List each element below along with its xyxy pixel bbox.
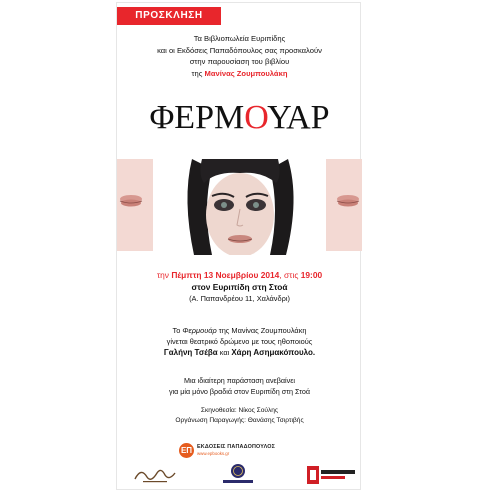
description-line-2: γίνεται θεατρικό δρώμενο με τους ηθοποιούς	[166, 337, 313, 346]
partner-logos	[117, 463, 362, 487]
description-line-1	[117, 325, 362, 336]
publisher-logo	[179, 443, 309, 459]
event-address: (Α. Παπανδρέου 11, Χαλάνδρι)	[189, 294, 290, 303]
book-title-part-1: ΦΕΡΜ	[149, 99, 245, 136]
intro-line-1: Τα Βιβλιοπωλεία Ευριπίδης	[193, 34, 286, 43]
book-title	[117, 99, 362, 137]
event-at: , στις	[279, 270, 301, 280]
intro-line-2: και οι Εκδόσεις Παπαδόπουλος σας προσκαλούν	[157, 45, 322, 55]
intro-line-4-prefix: της	[191, 68, 205, 78]
event-details	[117, 269, 362, 305]
show-line-2: για μία μόνο βραδιά στον Ευριπίδη στη Στοά	[168, 387, 311, 396]
left-lips-image	[117, 159, 153, 251]
actor-1: Γαλήνη Τσέβα	[163, 348, 218, 357]
event-venue	[117, 281, 362, 293]
actor-2: Χάρη Ασημακόπουλο.	[231, 348, 316, 357]
book-title-part-2: ΥΑΡ	[267, 99, 330, 136]
event-description	[117, 325, 362, 358]
actors-and: και	[217, 348, 232, 357]
publisher-logo-mark: ΕΠ	[179, 443, 194, 458]
invitation-card	[116, 2, 361, 490]
cover-images	[117, 159, 362, 255]
description-prefix: Το	[172, 326, 183, 335]
description-suffix: της Μανίνας Ζουμπουλάκη	[216, 326, 307, 335]
event-date-line	[117, 269, 362, 281]
right-lips-image	[326, 159, 362, 251]
publisher-name: ΕΚΔΟΣΕΙΣ ΠΑΠΑΔΟΠΟΥΛΟΣ	[197, 444, 276, 450]
event-time: 19:00	[300, 270, 323, 280]
intro-text	[117, 33, 362, 79]
seal-logo-icon	[213, 463, 263, 485]
woman-face-image	[172, 159, 308, 255]
description-book-title: Φερμουάρ	[182, 326, 217, 335]
book-title-text	[149, 99, 329, 136]
book-title-red-o: Ο	[244, 99, 268, 136]
event-date-prefix: την	[156, 270, 172, 280]
script-logo-icon	[131, 465, 179, 485]
show-text	[117, 375, 362, 397]
event-date: Πέμπτη 13 Νοεμβρίου 2014	[171, 270, 280, 280]
show-line-1: Μια ιδιαίτερη παράσταση ανεβαίνει	[183, 376, 296, 385]
intro-line-4	[117, 68, 362, 80]
invitation-badge-label: ΠΡΟΣΚΛΗΣΗ	[135, 10, 203, 21]
credit-production: Οργάνωση Παραγωγής: Θανάσης Τσιρτιβής	[175, 417, 304, 424]
publisher-url: www.epbooks.gr	[197, 451, 230, 456]
invitation-badge	[117, 7, 221, 25]
event-venue-text: στον Ευριπίδη στη Στοά	[191, 282, 288, 292]
intro-line-3: στην παρουσίαση του βιβλίου	[189, 57, 290, 66]
credits	[117, 406, 362, 426]
author-name: Μανίνας Ζουμπουλάκη	[204, 68, 288, 78]
red-banner-logo-icon	[307, 466, 357, 484]
credit-direction: Σκηνοθεσία: Νίκος Σούλης	[200, 407, 279, 414]
description-actors	[117, 347, 362, 358]
